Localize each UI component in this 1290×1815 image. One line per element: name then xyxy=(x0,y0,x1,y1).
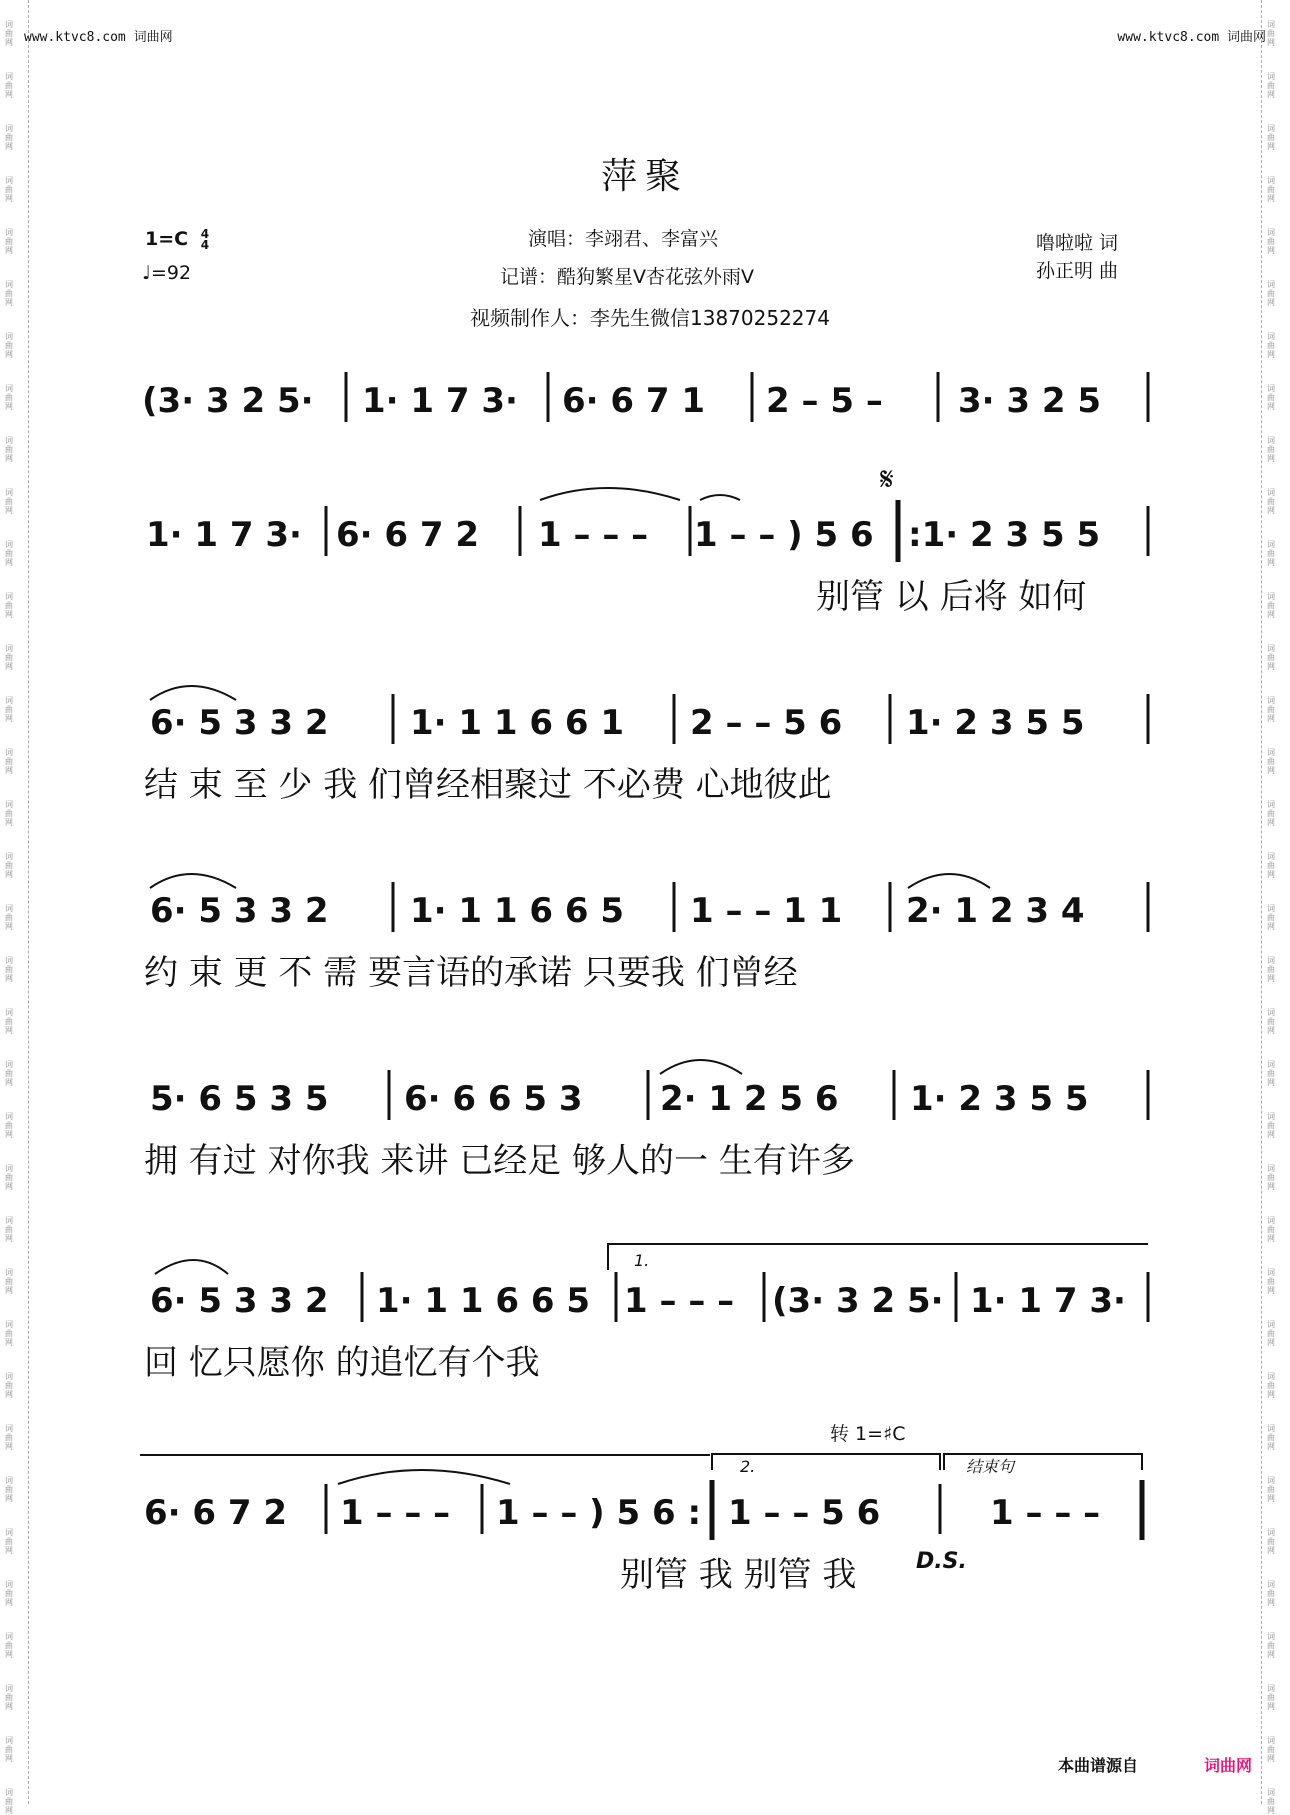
svg-text:6· 5 3 3 2: 6· 5 3 3 2 xyxy=(150,891,329,931)
svg-text:2 – – 5 6: 2 – – 5 6 xyxy=(690,703,843,743)
svg-text:1 – – –: 1 – – – xyxy=(624,1281,735,1321)
svg-text:拥 有过 对你我 来讲 已经足 够人的一 生有许多: 拥 有过 对你我 来讲 已经足 够人的一 生有许多 xyxy=(144,1141,855,1181)
side-watermark-text: 词曲网 xyxy=(1267,852,1275,879)
song-title: 萍聚 xyxy=(600,156,689,197)
side-watermark-text: 词曲网 xyxy=(1267,956,1275,983)
ds-mark: D.S. xyxy=(916,1549,967,1574)
svg-text:1· 1 7 3·: 1· 1 7 3· xyxy=(970,1281,1126,1321)
side-watermark-text: 词曲网 xyxy=(5,488,13,515)
side-watermark-text: 词曲网 xyxy=(5,540,13,567)
side-watermark-text: 词曲网 xyxy=(5,1320,13,1347)
side-watermark-text: 词曲网 xyxy=(5,956,13,983)
side-watermark-text: 词曲网 xyxy=(5,1008,13,1035)
score-marks xyxy=(634,460,1016,1574)
svg-text:别管 以 后将 如何: 别管 以 后将 如何 xyxy=(816,577,1087,617)
svg-text:别管 我 别管 我: 别管 我 别管 我 xyxy=(620,1555,857,1595)
svg-text:1· 1 7 3·: 1· 1 7 3· xyxy=(362,381,518,421)
side-watermark-text: 词曲网 xyxy=(5,1632,13,1659)
svg-text:6· 6 7 2: 6· 6 7 2 xyxy=(336,515,480,555)
side-watermark-text: 词曲网 xyxy=(1267,1788,1275,1815)
side-watermark-text: 词曲网 xyxy=(1267,800,1275,827)
svg-text:1 – – –: 1 – – – xyxy=(990,1493,1101,1533)
svg-text:(3· 3 2 5·: (3· 3 2 5· xyxy=(142,381,314,421)
watermark-url-right: www.ktvc8.com 词曲网 xyxy=(1117,30,1266,45)
side-watermark-text: 词曲网 xyxy=(1267,20,1275,47)
svg-text:1· 1 7 3·: 1· 1 7 3· xyxy=(146,515,302,555)
segno-mark: 𝄋 xyxy=(880,460,894,498)
side-watermark-text: 词曲网 xyxy=(1267,228,1275,255)
time-signature: 4 4 xyxy=(200,226,210,252)
key-signature: 1=C 4 4 xyxy=(145,226,210,252)
side-watermark-text: 词曲网 xyxy=(1267,1372,1275,1399)
side-watermark-text: 词曲网 xyxy=(5,644,13,671)
transcriber: 记谱：酷狗繁星V杏花弦外雨V xyxy=(500,266,754,288)
side-watermark-text: 词曲网 xyxy=(1267,72,1275,99)
side-watermark-text: 词曲网 xyxy=(5,332,13,359)
side-watermark-text: 词曲网 xyxy=(5,228,13,255)
side-watermark-text: 词曲网 xyxy=(1267,1580,1275,1607)
modulation-label: 转 1=♯C xyxy=(830,1423,906,1445)
side-watermark-text: 词曲网 xyxy=(5,280,13,307)
svg-text:6· 6 7 1: 6· 6 7 1 xyxy=(562,381,706,421)
svg-text:6· 6 7 2: 6· 6 7 2 xyxy=(144,1493,288,1533)
svg-text:回 忆只愿你 的追忆有个我: 回 忆只愿你 的追忆有个我 xyxy=(144,1343,540,1383)
svg-text:1 – – ) 5 6 :: 1 – – ) 5 6 : xyxy=(496,1493,702,1533)
side-watermark-text: 词曲网 xyxy=(1267,1268,1275,1295)
side-watermark-text: 词曲网 xyxy=(1267,1320,1275,1347)
side-watermark-text: 词曲网 xyxy=(5,1372,13,1399)
side-watermark-text: 词曲网 xyxy=(1267,1736,1275,1763)
side-watermark-text: 词曲网 xyxy=(1267,384,1275,411)
side-watermark-text: 词曲网 xyxy=(5,852,13,879)
video-maker: 视频制作人：李先生微信13870252274 xyxy=(470,306,830,330)
svg-text:6· 5 3 3 2: 6· 5 3 3 2 xyxy=(150,703,329,743)
side-watermark-text: 词曲网 xyxy=(1267,1476,1275,1503)
svg-text:6· 5 3 3 2: 6· 5 3 3 2 xyxy=(150,1281,329,1321)
side-watermark-text: 词曲网 xyxy=(1267,436,1275,463)
side-watermark-text: 词曲网 xyxy=(5,592,13,619)
side-watermark-text: 词曲网 xyxy=(5,1476,13,1503)
svg-text:1 – – –: 1 – – – xyxy=(340,1493,451,1533)
side-watermark-text: 词曲网 xyxy=(5,1736,13,1763)
svg-text:2 – 5 –: 2 – 5 – xyxy=(766,381,883,421)
side-watermark-text: 词曲网 xyxy=(1267,1528,1275,1555)
final-phrase-label: 结束句 xyxy=(966,1457,1015,1476)
side-watermark-text: 词曲网 xyxy=(5,72,13,99)
svg-text:1 – – –: 1 – – – xyxy=(538,515,649,555)
footer-source: 本曲谱源自 xyxy=(1058,1756,1139,1775)
side-watermark-text: 词曲网 xyxy=(5,1164,13,1191)
side-watermark-text: 词曲网 xyxy=(5,384,13,411)
side-watermark-text: 词曲网 xyxy=(5,20,13,47)
side-watermark-text: 词曲网 xyxy=(1267,1424,1275,1451)
svg-text:1 – – 5 6: 1 – – 5 6 xyxy=(728,1493,881,1533)
singers: 演唱：李翊君、李富兴 xyxy=(528,228,719,250)
svg-text:2· 1 2 3 4: 2· 1 2 3 4 xyxy=(906,891,1085,931)
side-watermark-text: 词曲网 xyxy=(5,436,13,463)
side-watermark-text: 词曲网 xyxy=(5,904,13,931)
svg-text::1· 2 3 5 5: :1· 2 3 5 5 xyxy=(908,515,1101,555)
ending-2-label: 2. xyxy=(740,1457,756,1476)
side-watermark-text: 词曲网 xyxy=(1267,1216,1275,1243)
side-watermark-text: 词曲网 xyxy=(1267,748,1275,775)
side-watermark-text: 词曲网 xyxy=(5,800,13,827)
svg-text:1 – – ) 5 6: 1 – – ) 5 6 xyxy=(694,515,874,555)
side-watermark-text: 词曲网 xyxy=(5,1268,13,1295)
side-watermark-text: 词曲网 xyxy=(1267,644,1275,671)
side-watermark-text: 词曲网 xyxy=(5,748,13,775)
side-watermark-text: 词曲网 xyxy=(1267,1684,1275,1711)
side-watermark-text: 词曲网 xyxy=(1267,280,1275,307)
svg-text:结 束 至 少 我 们曾经相聚过 不必费 心地彼此: 结 束 至 少 我 们曾经相聚过 不必费 心地彼此 xyxy=(144,765,832,805)
svg-text:1· 1 1 6 6 1: 1· 1 1 6 6 1 xyxy=(410,703,625,743)
svg-text:1· 2 3 5 5: 1· 2 3 5 5 xyxy=(910,1079,1089,1119)
side-watermark-text: 词曲网 xyxy=(1267,696,1275,723)
tempo-mark: ♩=92 xyxy=(142,262,192,284)
side-watermark-text: 词曲网 xyxy=(5,1112,13,1139)
side-watermark-text: 词曲网 xyxy=(1267,176,1275,203)
side-watermark-text: 词曲网 xyxy=(1267,1008,1275,1035)
svg-text:1· 1 1 6 6 5: 1· 1 1 6 6 5 xyxy=(376,1281,591,1321)
side-watermark-text: 词曲网 xyxy=(1267,1060,1275,1087)
watermark-url-left: www.ktvc8.com 词曲网 xyxy=(24,30,173,45)
footer-site: 词曲网 xyxy=(1204,1756,1253,1775)
side-watermark-text: 词曲网 xyxy=(5,1788,13,1815)
svg-text:3· 3 2 5: 3· 3 2 5 xyxy=(958,381,1102,421)
svg-text:1 – – 1 1: 1 – – 1 1 xyxy=(690,891,843,931)
side-watermark-text: 词曲网 xyxy=(1267,332,1275,359)
svg-text:1· 1 1 6 6 5: 1· 1 1 6 6 5 xyxy=(410,891,625,931)
svg-text:(3· 3 2 5·: (3· 3 2 5· xyxy=(772,1281,944,1321)
svg-text:1· 2 3 5 5: 1· 2 3 5 5 xyxy=(906,703,1085,743)
side-watermark-text: 词曲网 xyxy=(1267,1112,1275,1139)
side-watermark-text: 词曲网 xyxy=(1267,592,1275,619)
side-watermark-text: 词曲网 xyxy=(1267,1632,1275,1659)
side-watermark-text: 词曲网 xyxy=(5,124,13,151)
svg-text:6· 6 6 5 3: 6· 6 6 5 3 xyxy=(404,1079,583,1119)
composer: 孙正明 曲 xyxy=(1036,260,1119,282)
svg-text:2· 1 2 5 6: 2· 1 2 5 6 xyxy=(660,1079,839,1119)
side-watermark-text: 词曲网 xyxy=(5,1580,13,1607)
side-watermark-text: 词曲网 xyxy=(1267,488,1275,515)
side-watermark-text: 词曲网 xyxy=(1267,540,1275,567)
side-watermark-text: 词曲网 xyxy=(5,1424,13,1451)
svg-text:约 束 更 不 需 要言语的承诺 只要我 们曾经: 约 束 更 不 需 要言语的承诺 只要我 们曾经 xyxy=(144,953,798,993)
svg-text:5· 6 5 3 5: 5· 6 5 3 5 xyxy=(150,1079,329,1119)
side-watermark-text: 词曲网 xyxy=(5,1216,13,1243)
side-watermark-text: 词曲网 xyxy=(5,1528,13,1555)
lyricist: 噜啦啦 词 xyxy=(1036,232,1119,254)
side-watermark-text: 词曲网 xyxy=(5,1684,13,1711)
side-watermark-text: 词曲网 xyxy=(5,1060,13,1087)
side-watermark-text: 词曲网 xyxy=(1267,1164,1275,1191)
side-watermark-text: 词曲网 xyxy=(5,696,13,723)
side-watermark-text: 词曲网 xyxy=(1267,124,1275,151)
ending-1-label: 1. xyxy=(634,1251,650,1270)
side-watermark-text: 词曲网 xyxy=(1267,904,1275,931)
side-watermark-text: 词曲网 xyxy=(5,176,13,203)
